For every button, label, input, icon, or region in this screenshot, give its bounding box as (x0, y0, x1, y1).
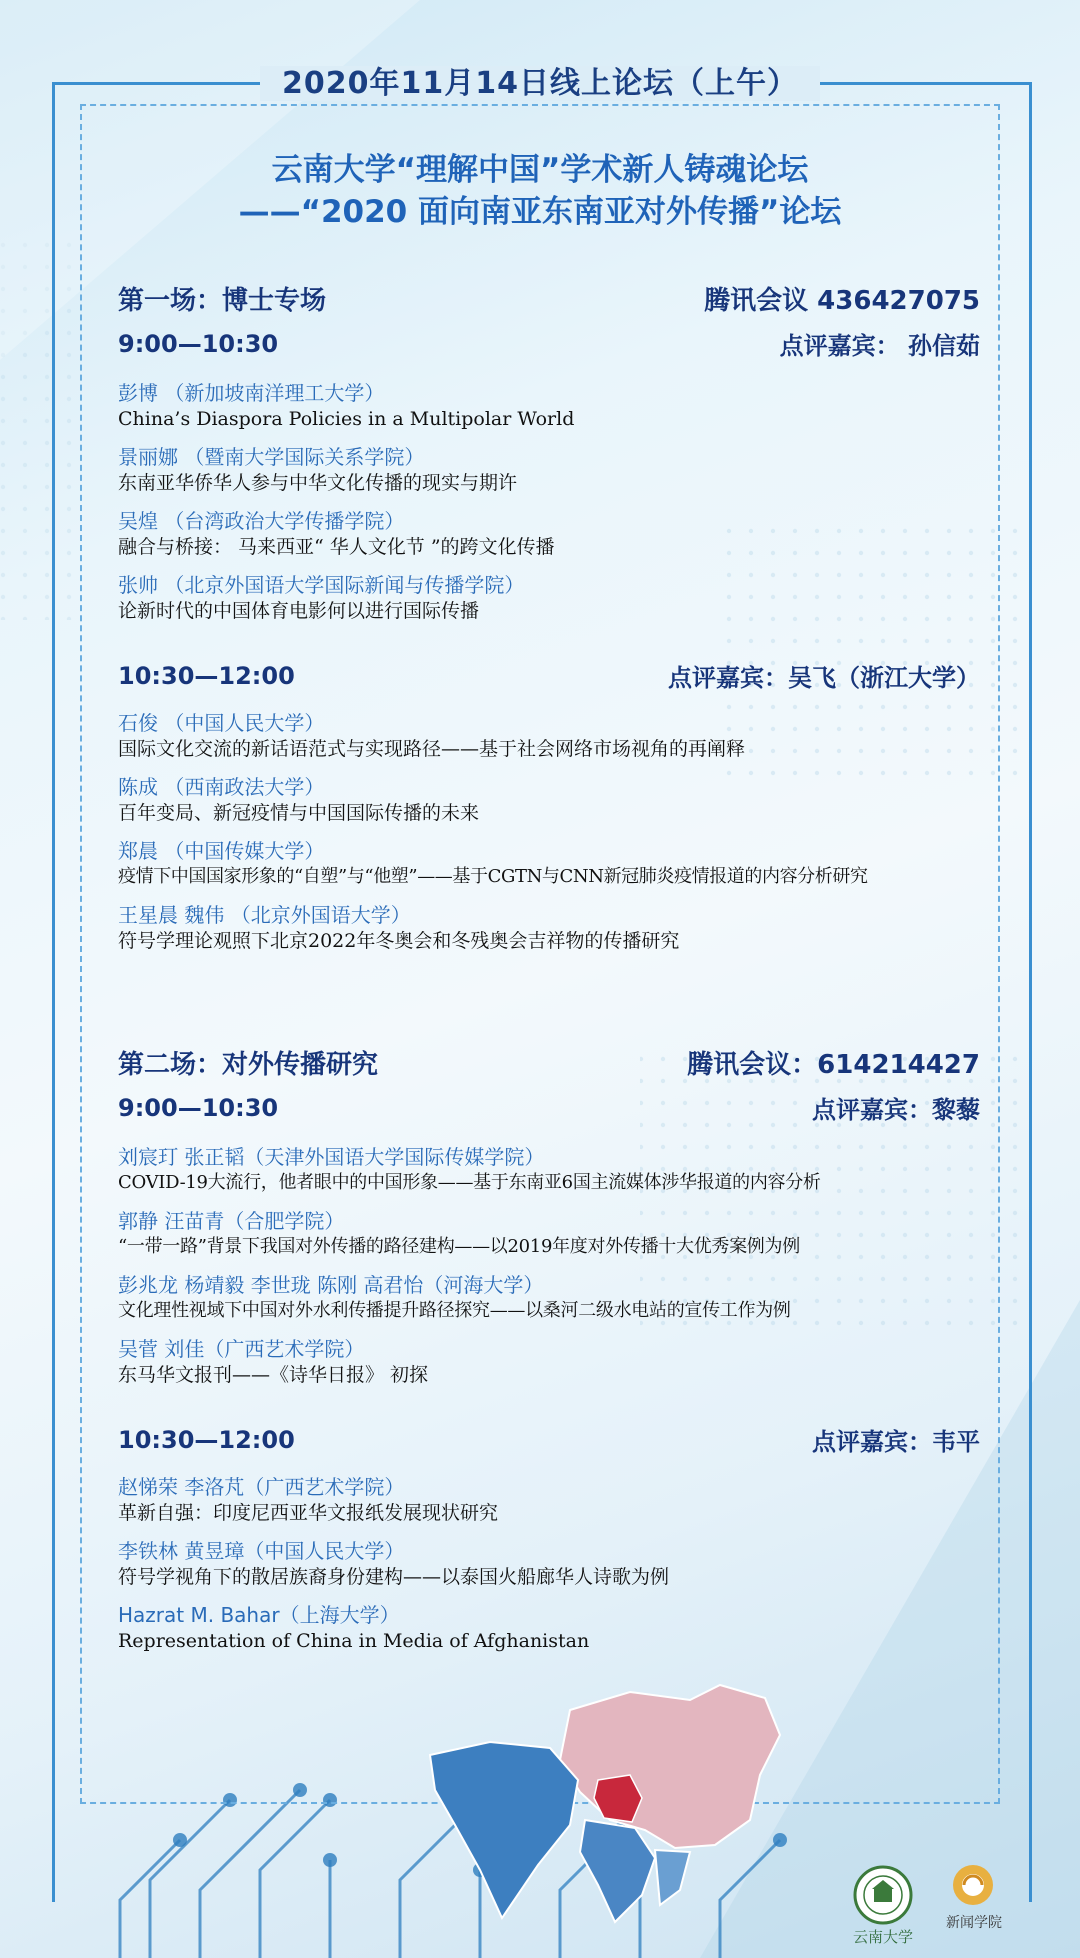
paper-title: Representation of China in Media of Afghanistan (118, 1630, 590, 1652)
list-item (118, 380, 998, 432)
slot-reviewer: 点评嘉宾：吴飞（浙江大学） (668, 664, 980, 692)
paper-authors: 李铁林 黄昱璋（中国人民大学） (118, 1539, 405, 1563)
paper-title: 国际文化交流的新话语范式与实现路径——基于社会网络市场视角的再阐释 (118, 738, 746, 760)
date-title: 2020年11月14日线上论坛（上午） (0, 58, 1080, 102)
southeast-asia-region (580, 1820, 655, 1922)
session2-header (118, 1044, 980, 1081)
slot-reviewer: 点评嘉宾：黎藜 (812, 1096, 980, 1124)
list-item (118, 1208, 998, 1260)
indochina-region (655, 1850, 690, 1905)
paper-authors: 张帅 （北京外国语大学国际新闻与传播学院） (118, 573, 525, 597)
slot-time: 10:30—12:00 (118, 661, 295, 690)
forum-title-line2: ——“2020 面向南亚东南亚对外传播”论坛 (238, 194, 842, 230)
south-asia-region (430, 1742, 578, 1918)
list-item (118, 1272, 998, 1324)
paper-title: 融合与桥接： 马来西亚“ 华人文化节 ”的跨文化传播 (118, 536, 555, 558)
list-item (118, 572, 998, 624)
paper-title: 符号学理论观照下北京2022年冬奥会和冬残奥会吉祥物的传播研究 (118, 930, 680, 952)
yunnan-university-logo (852, 1864, 914, 1926)
list-item (118, 1144, 998, 1196)
paper-authors: 郭静 汪苗青（合肥学院） (118, 1209, 345, 1233)
forum-title-line1: 云南大学“理解中国”学术新人铸魂论坛 (271, 152, 809, 188)
paper-authors: 陈成 （西南政法大学） (118, 775, 325, 799)
list-item (118, 902, 998, 954)
paper-title: 东马华文报刊——《诗华日报》 初探 (118, 1364, 429, 1386)
list-item (118, 1538, 998, 1590)
paper-authors: 刘宸玎 张正韬（天津外国语大学国际传媒学院） (118, 1145, 545, 1169)
logo-left-caption: 云南大学 (852, 1928, 913, 1946)
list-item (118, 508, 998, 560)
paper-authors: 石俊 （中国人民大学） (118, 711, 325, 735)
list-item (118, 1602, 998, 1654)
paper-title: China’s Diaspora Policies in a Multipolar World (118, 408, 575, 430)
paper-authors: 郑晨 （中国传媒大学） (118, 839, 325, 863)
session1-meeting-id: 腾讯会议 436427075 (704, 286, 980, 316)
paper-authors: 彭博 （新加坡南洋理工大学） (118, 381, 385, 405)
paper-title: 文化理性视域下中国对外水利传播提升路径探究——以桑河二级水电站的宣传工作为例 (118, 1300, 791, 1321)
slot-time: 9:00—10:30 (118, 329, 279, 358)
session1-name: 第一场：博士专场 (118, 286, 327, 316)
paper-authors: 吴煌 （台湾政治大学传播学院） (118, 509, 405, 533)
paper-title: 东南亚华侨华人参与中华文化传播的现实与期许 (118, 472, 518, 494)
session1-slot1-row (118, 326, 980, 361)
paper-authors: 景丽娜 （暨南大学国际关系学院） (118, 445, 425, 469)
paper-title: 革新自强：印度尼西亚华文报纸发展现状研究 (118, 1502, 499, 1524)
paper-title: 论新时代的中国体育电影何以进行国际传播 (118, 600, 480, 622)
paper-authors: Hazrat M. Bahar（上海大学） (118, 1603, 400, 1627)
paper-authors: 赵悌荣 李洛芃（广西艺术学院） (118, 1475, 405, 1499)
list-item (118, 838, 998, 890)
list-item (118, 1474, 998, 1526)
logo-right-caption: 新闻学院 (946, 1915, 1002, 1931)
list-item (118, 774, 998, 826)
slot-reviewer: 点评嘉宾：韦平 (812, 1428, 980, 1456)
list-item (118, 444, 998, 496)
paper-title: COVID-19大流行，他者眼中的中国形象——基于东南亚6国主流媒体涉华报道的内容分析 (118, 1172, 821, 1193)
session2-meeting-id: 腾讯会议：614214427 (687, 1050, 980, 1080)
list-item (118, 710, 998, 762)
paper-title: 百年变局、新冠疫情与中国国际传播的未来 (118, 802, 480, 824)
slot-reviewer: 点评嘉宾： 孙信茹 (779, 332, 980, 360)
list-item (118, 1336, 998, 1388)
slot-time: 9:00—10:30 (118, 1093, 279, 1122)
paper-authors: 吴菅 刘佳（广西艺术学院） (118, 1337, 365, 1361)
journalism-school-logo (950, 1862, 996, 1908)
paper-authors: 王星晨 魏伟 （北京外国语大学） (118, 903, 411, 927)
asia-map-illustration (420, 1680, 820, 1930)
paper-authors: 彭兆龙 杨靖毅 李世珑 陈刚 高君怡（河海大学） (118, 1273, 544, 1297)
slot-time: 10:30—12:00 (118, 1425, 295, 1454)
paper-title: 疫情下中国国家形象的“自塑”与“他塑”——基于CGTN与CNN新冠肺炎疫情报道的内容分析研究 (118, 866, 868, 887)
session2-slot1-row (118, 1090, 980, 1125)
session2-slot2-row (118, 1422, 980, 1457)
session1-slot2-row (118, 658, 980, 693)
session1-header (118, 280, 980, 317)
paper-title: “一带一路”背景下我国对外传播的路径建构——以2019年度对外传播十大优秀案例为例 (118, 1236, 800, 1257)
paper-title: 符号学视角下的散居族裔身份建构——以泰国火船廊华人诗歌为例 (118, 1566, 670, 1588)
session2-name: 第二场：对外传播研究 (118, 1050, 379, 1080)
